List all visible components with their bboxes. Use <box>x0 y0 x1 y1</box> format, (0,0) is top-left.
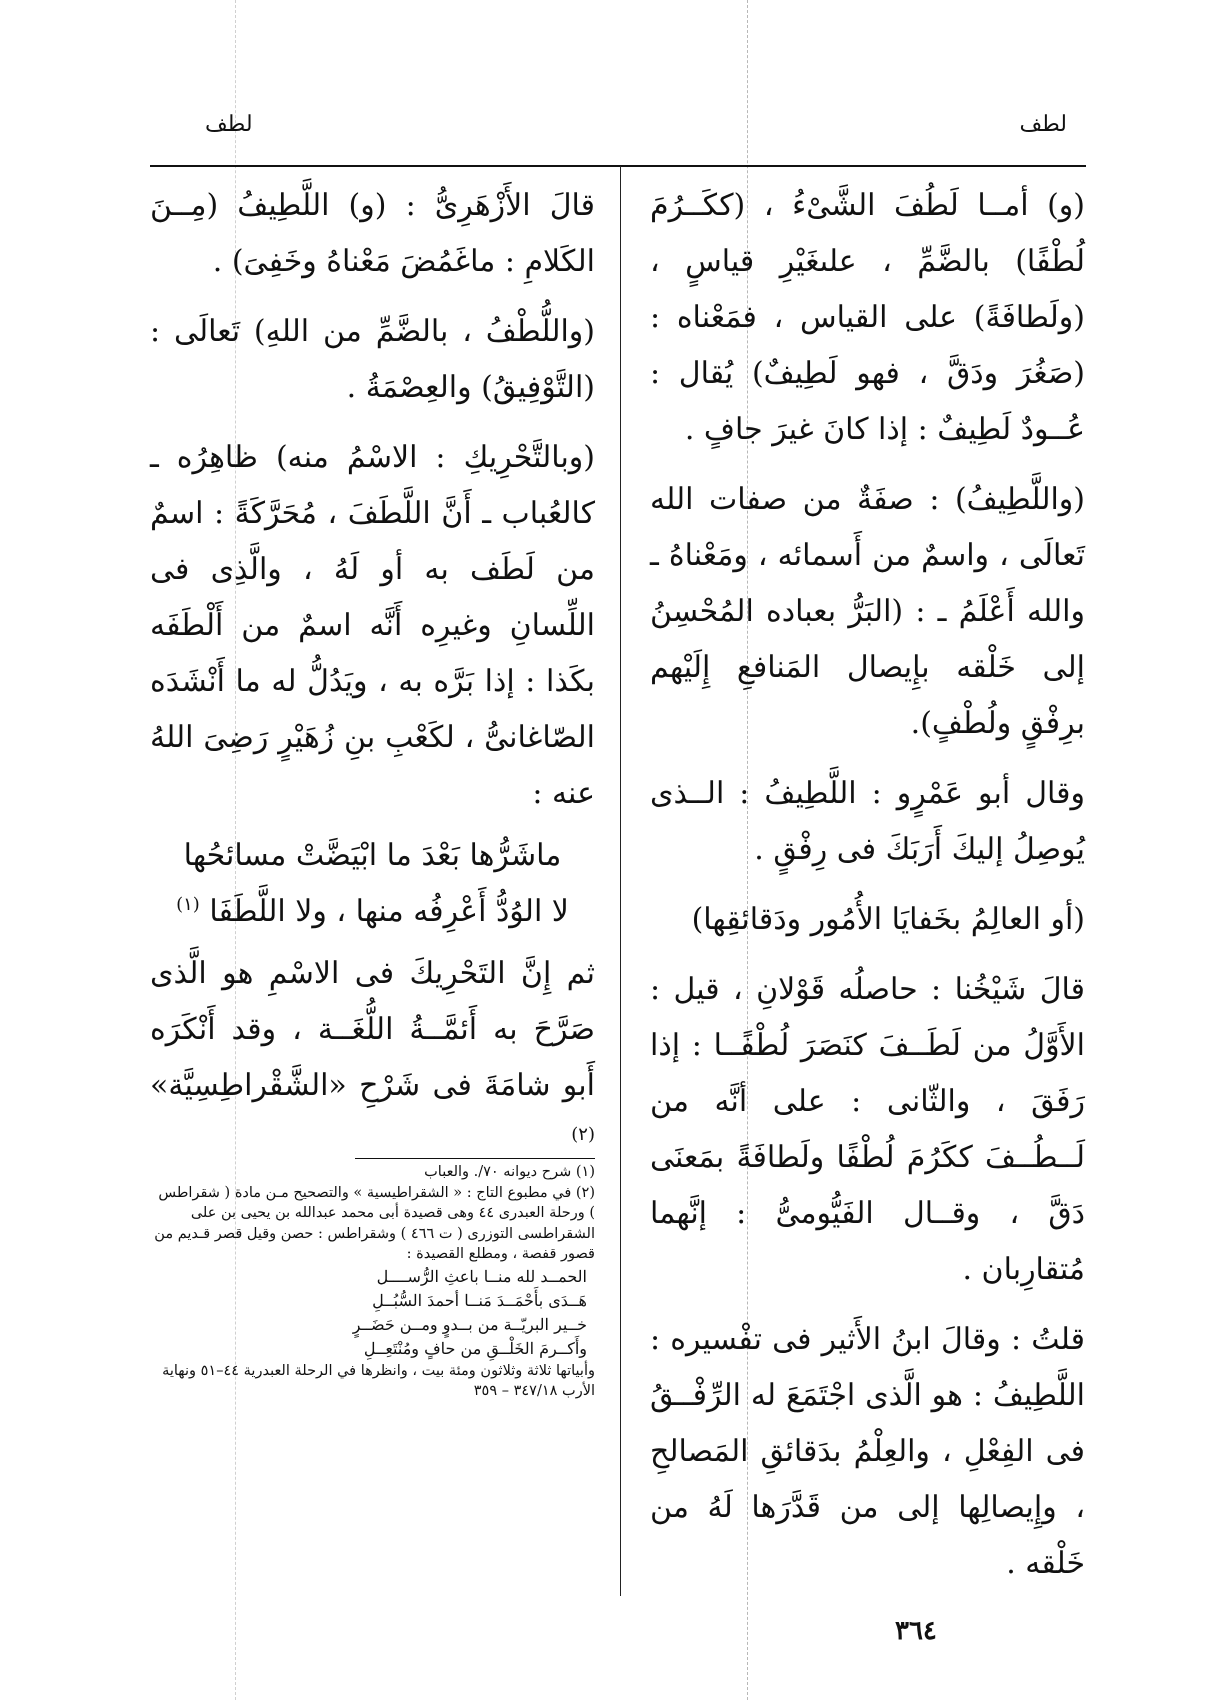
paragraph: قلتُ : وقالَ ابنُ الأَثير فى تفْسيره : اللَّطِيفُ : هو الَّذى اجْتَمَعَ له الرِّفْــقُ فى الفِعْلِ ، والعِلْمُ بدَقائقِ المَصالحِ ، وإِيصالِها إلى من قَدَّرَها لَهُ من خَلْقه . <box>650 1322 1085 1581</box>
footnote-1: (١) شرح ديوانه ٧٠/. والعباب <box>424 1164 595 1180</box>
paragraph: (واللَّطِيفُ) : صفَةٌ من صفات الله تَعالَى ، واسمٌ من أَسمائه ، ومَعْناهُ ـ والله أَعْلَمُ ـ : (البَرُّ بعباده المُحْسِنُ إلى خَلْقه بإِيصال المَنافعِ إِلَيْهم برِفْقٍ ولُطْفٍ). <box>650 482 1085 741</box>
footnotes <box>150 1162 595 1402</box>
paragraph <box>150 946 595 1170</box>
footnote-rule <box>355 1158 595 1159</box>
column-separator <box>620 166 621 1596</box>
poem-line: خــير البريّــة من بــدوٍ ومــن حَضَــرٍ <box>352 1314 587 1334</box>
verse-line-2 <box>150 884 595 940</box>
header-rule <box>150 165 1086 167</box>
page-number: ٣٦٤ <box>895 1616 937 1646</box>
paragraph: (و) أمــا لَطُفَ الشَّىْءُ ، (ككَــرُمَ لُطْفًا) بالضَّمِّ ، علىغَيْرِ قياسٍ ، (ولَطافَةً) على القياس ، فمَعْناه : (صَغُرَ ودَقَّ ، فهو لَطِيفٌ) يُقال : عُــودٌ لَطِيفٌ : إذا كانَ غيرَ جافٍ . <box>650 188 1085 447</box>
footnote-2-continuation: وأبياتها ثلاثة وثلاثون ومئة بيت ، وانظرها في الرحلة العبدرية ٤٤–٥١ ونهاية الأرب ٣٤٧/١٨ – ٣٥٩ <box>162 1362 595 1399</box>
poem-line: هَــدَى بأَحْمَــدَ مَنــا أحمدَ السُّبُــلِ <box>372 1290 587 1310</box>
verse <box>150 828 595 940</box>
paragraph: قالَ شَيْخُنا : حاصلُه قَوْلانِ ، قيل : الأَوَّلُ من لَطَــفَ كنَصَرَ لُطْفًــا : إذا رَفَقَ ، والثّانى : على أنَّه من لَــطُــفَ ككَرُمَ لُطْفًا ولَطافَةً بمَعنَى دَقَّ ، وقــال الفَيُّومىُّ : إنَّهما مُتقارِبان . <box>650 972 1085 1287</box>
running-head-right: لطف <box>1019 112 1067 137</box>
footnote-ref-1: (١) <box>176 894 200 915</box>
verse-text: لا الوُدُّ أَعْرِفُه منها ، ولا اللَّطَفَا <box>209 894 569 929</box>
footnote-ref-2: (٢) <box>571 1124 595 1145</box>
right-column <box>650 178 1085 1606</box>
paragraph-text: ثم إِنَّ التَحْرِيكَ فى الاسْمِ هو الَّذى صَرَّحَ به أَئمَّــةُ اللُّغَــة ، وقد أَنْكَرَه أَبو شامَةَ فى شَرْحِ «الشَّقْراطِسِيَّة» <box>150 956 595 1103</box>
left-column <box>150 178 595 1184</box>
paragraph: قالَ الأَزْهَرِىُّ : (و) اللَّطِيفُ (مِــنَ الكَلامِ : ماغَمُضَ مَعْناهُ وخَفِىَ) . <box>150 188 595 279</box>
footnote-2: (٢) في مطبوع التاج : « الشقراطيسية » والتصحيح مـن مادة ( شقراطس ) ورحلة العبدرى ٤٤ وهى قصيدة أبى محمد عبدالله بن يحيى بن على الشقراطسى التوزرى ( ت ٤٦٦ ) وشقراطس : حصن وقيل قصر قـديم من قصور قفصة ، ومطلع القصيدة : <box>154 1184 595 1262</box>
running-head-left: لطف <box>205 112 253 137</box>
paragraph: (أو العالِمُ بخَفايَا الأُمُور ودَقائقِها) <box>691 902 1085 937</box>
paragraph: (واللُّطْفُ ، بالضَّمِّ من اللهِ) تَعالَى : (التَّوْفِيقُ) والعِصْمَةُ . <box>150 314 595 405</box>
paragraph: (وبالتَّحْرِيكِ : الاسْمُ منه) ظاهِرُه ـ كالعُباب ـ أَنَّ اللَّطَفَ ، مُحَرَّكَةً : اسمٌ من لَطَف به أو لَهُ ، والَّذِى فى اللِّسانِ وغيرِه أَنَّه اسمٌ من أَلْطَفَه بكَذا : إذا بَرَّه به ، ويَدُلُّ له ما أَنْشَدَه الصّاغانىُّ ، لكَعْبِ بنِ زُهَيْرٍ رَضِىَ اللهُ عنه : <box>150 440 595 811</box>
poem-line: الحمــد لله منــا باعثِ الرُّســــل <box>376 1266 587 1286</box>
verse-line-1: ماشَرُّها بَعْدَ ما ابْيَضَّتْ مسائحُها <box>183 838 562 873</box>
poem-line: وأَكــرمَ الخَلْــقِ من حافٍ ومُنْتَعِــلِ <box>363 1338 587 1358</box>
paragraph: وقال أبو عَمْرٍو : اللَّطِيفُ : الــذى يُوصِلُ إليكَ أَرَبَكَ فى رِفْقٍ . <box>650 776 1085 867</box>
